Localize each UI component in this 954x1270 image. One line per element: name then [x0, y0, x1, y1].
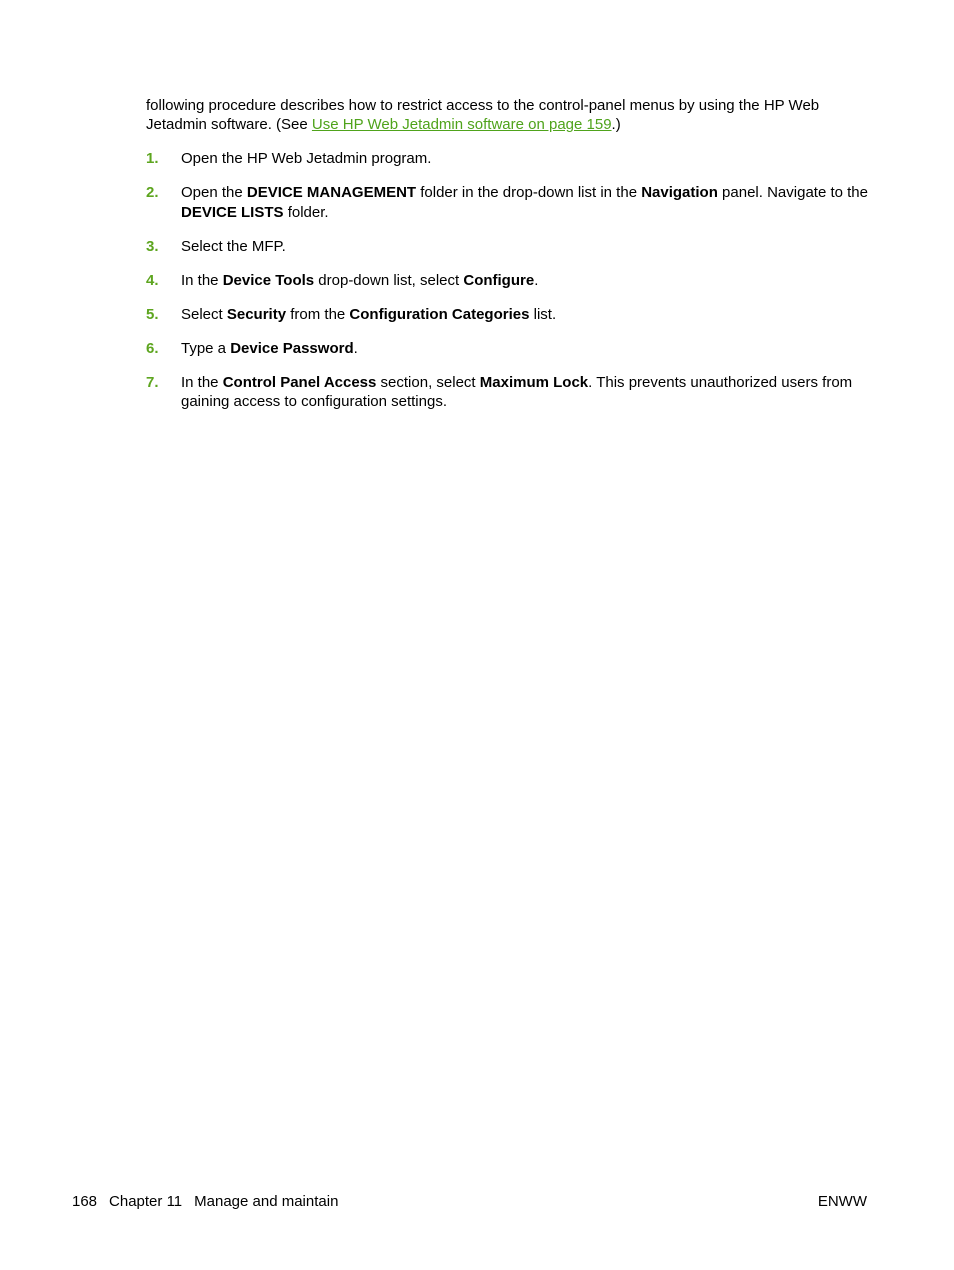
ui-term: Maximum Lock: [479, 373, 589, 391]
step-text-run: from the: [286, 305, 350, 323]
page-footer-left: [72, 1193, 338, 1210]
step-text-run: folder.: [283, 203, 329, 221]
step-text-run: In the: [181, 373, 223, 391]
step-number: 4.: [146, 271, 159, 289]
step-text-run: .: [353, 339, 358, 357]
intro-text-after: .): [611, 116, 621, 133]
step-number: 6.: [146, 339, 159, 357]
page-number: 168: [72, 1193, 98, 1210]
step-text-run: Open the: [181, 184, 247, 201]
step-number: 2.: [146, 184, 159, 201]
step-text-run: drop-down list, select: [314, 271, 464, 289]
step-text: [181, 150, 431, 167]
ui-term: DEVICE LISTS: [181, 203, 284, 221]
procedure-step: [146, 237, 876, 257]
ui-term: Configure: [463, 271, 535, 289]
step-text: [181, 340, 358, 357]
procedure-step: [146, 149, 876, 169]
step-text-run: . This prevents unauthorized users from gaining access to configuration settings.: [181, 373, 853, 410]
ui-term: Security: [226, 305, 287, 323]
step-text-run: list.: [529, 305, 557, 323]
chapter-title: Manage and maintain: [194, 1193, 339, 1210]
procedure-step: [146, 183, 876, 222]
step-number: 7.: [146, 373, 159, 391]
intro-text-before: following procedure describes how to restrict access to the control-panel menus by using the HP Web Jetadmin software. (See: [146, 97, 820, 133]
step-text-run: section, select: [376, 373, 480, 391]
locale-code: ENWW: [817, 1193, 867, 1210]
step-text-run: Select: [181, 305, 227, 323]
procedure-steps: [146, 149, 876, 426]
procedure-step: [146, 305, 876, 325]
procedure-step: [146, 271, 876, 291]
ui-term: Control Panel Access: [222, 373, 377, 391]
intro-paragraph: [146, 96, 876, 134]
step-text: [181, 272, 538, 289]
step-text: [181, 306, 556, 323]
ui-term: Device Password: [230, 339, 354, 357]
step-text-run: Type a: [181, 339, 231, 357]
ui-term: Device Tools: [222, 271, 315, 289]
step-number: 5.: [146, 305, 159, 323]
step-text: [181, 238, 286, 255]
procedure-step: [146, 373, 876, 412]
chapter-label: Chapter 11: [109, 1193, 183, 1210]
procedure-step: [146, 339, 876, 359]
step-number: 1.: [146, 150, 159, 167]
ui-term: DEVICE MANAGEMENT: [246, 184, 417, 201]
cross-reference-link[interactable]: Use HP Web Jetadmin software on page 159: [311, 116, 612, 133]
ui-term: Navigation: [641, 184, 718, 201]
step-text: [181, 184, 868, 221]
step-text-run: Open the HP Web Jetadmin program.: [181, 150, 432, 167]
step-text-run: .: [534, 271, 539, 289]
step-text-run: panel. Navigate to the: [717, 184, 868, 201]
step-text-run: Select the MFP.: [181, 237, 286, 255]
step-text: [181, 374, 852, 411]
step-text-run: folder in the drop-down list in the: [416, 184, 642, 201]
ui-term: Configuration Categories: [349, 305, 530, 323]
step-number: 3.: [146, 237, 159, 255]
step-text-run: In the: [181, 271, 223, 289]
